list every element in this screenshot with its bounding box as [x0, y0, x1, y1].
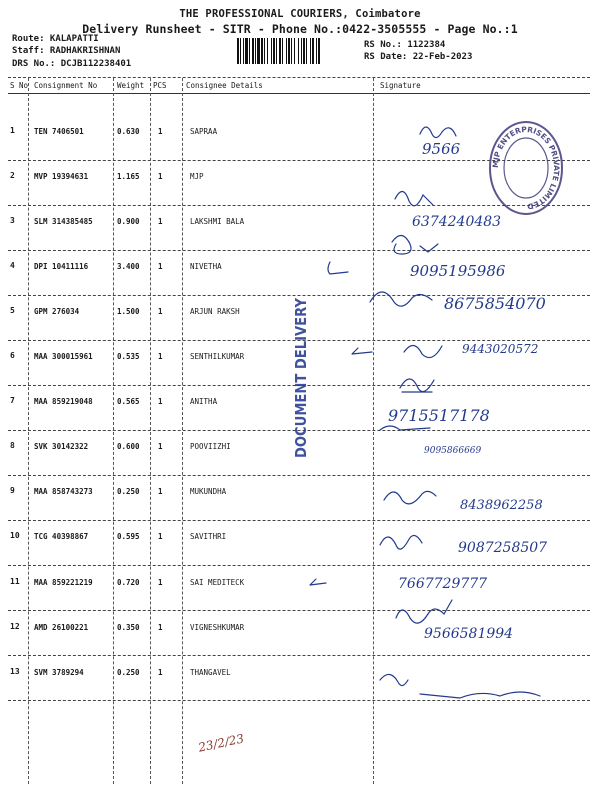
- col-header-sno: S No: [10, 81, 29, 90]
- row-sno: 11: [10, 577, 20, 586]
- signature-scribble: [370, 292, 432, 306]
- row-pcs: 1: [158, 127, 163, 136]
- row-consignment-no: SVM 3789294: [34, 668, 84, 677]
- row-weight: 0.900: [117, 217, 140, 226]
- handwritten-phone: 9715517178: [388, 406, 490, 425]
- route-label: Route: KALAPATTI: [12, 34, 99, 44]
- staff-label: Staff: RADHAKRISHNAN: [12, 46, 121, 56]
- row-consignment-no: MAA 859219048: [34, 397, 93, 406]
- row-sno: 10: [10, 531, 20, 540]
- row-consignee: MJP: [190, 172, 204, 181]
- row-consignment-no: MAA 859221219: [34, 578, 93, 587]
- row-sno: 12: [10, 622, 20, 631]
- row-weight: 0.250: [117, 487, 140, 496]
- row-consignee: POOVIIZHI: [190, 442, 231, 451]
- row-weight: 0.630: [117, 127, 140, 136]
- row-consignment-no: AMD 26100221: [34, 623, 89, 632]
- row-consignee: LAKSHMI BALA: [190, 217, 245, 226]
- row-consignee: SENTHILKUMAR: [190, 352, 245, 361]
- handwritten-phone: 9443020572: [462, 342, 539, 356]
- row-pcs: 1: [158, 442, 163, 451]
- company-seal: [486, 118, 564, 218]
- signature-scribble: [392, 235, 438, 254]
- row-consignment-no: MAA 300015961: [34, 352, 93, 361]
- col-header-signature: Signature: [380, 81, 421, 90]
- row-consignment-no: DPI 10411116: [34, 262, 89, 271]
- signature-scribble: [404, 345, 442, 357]
- drs-number: DRS No.: DCJB112238401: [12, 59, 132, 69]
- row-tick-mark: [352, 348, 372, 354]
- rs-number: RS No.: 1122384: [364, 40, 446, 50]
- rs-date: RS Date: 22-Feb-2023: [364, 52, 473, 62]
- row-consignment-no: TCG 40398867: [34, 532, 89, 541]
- handwritten-phone: 8438962258: [460, 498, 543, 513]
- company-seal-text: MJP ENTERPRISES PRIVATE LIMITED: [490, 124, 562, 212]
- row-consignee: ANITHA: [190, 397, 218, 406]
- row-weight: 0.565: [117, 397, 140, 406]
- row-consignment-no: MVP 19394631: [34, 172, 89, 181]
- row-weight: 0.250: [117, 668, 140, 677]
- row-sno: 7: [10, 396, 15, 405]
- row-sno: 3: [10, 216, 15, 225]
- row-pcs: 1: [158, 307, 163, 316]
- row-pcs: 1: [158, 578, 163, 587]
- signature-scribble: [396, 600, 452, 623]
- row-pcs: 1: [158, 532, 163, 541]
- signature-scribble: [395, 191, 433, 205]
- signature-scribble: [420, 127, 456, 138]
- row-consignee: MUKUNDHA: [190, 487, 227, 496]
- row-consignee: NIVETHA: [190, 262, 222, 271]
- col-header-pcs: PCS: [153, 81, 167, 90]
- row-consignment-no: SLM 314385485: [34, 217, 93, 226]
- handwritten-phone: 6374240483: [412, 214, 502, 230]
- handwritten-phone: 9095195986: [410, 262, 506, 280]
- row-consignee: VIGNESHKUMAR: [190, 623, 245, 632]
- row-pcs: 1: [158, 262, 163, 271]
- row-weight: 3.400: [117, 262, 140, 271]
- document-delivery-stamp-text: DOCUMENT DELIVERY: [292, 292, 310, 458]
- row-pcs: 1: [158, 217, 163, 226]
- row-sno: 4: [10, 261, 15, 270]
- row-consignment-no: TEN 7406501: [34, 127, 84, 136]
- col-header-consignment: Consignment No: [34, 81, 98, 90]
- row-sno: 1: [10, 126, 15, 135]
- handwritten-date: 23/2/23: [197, 731, 246, 755]
- row-weight: 0.350: [117, 623, 140, 632]
- handwritten-phone: 9095866669: [424, 446, 482, 456]
- row-consignee: SAI MEDITECK: [190, 578, 245, 587]
- handwritten-phone: 9566581994: [424, 626, 514, 642]
- row-tick-mark: [328, 262, 348, 274]
- row-pcs: 1: [158, 172, 163, 181]
- row-consignee: ARJUN RAKSH: [190, 307, 240, 316]
- row-weight: 1.500: [117, 307, 140, 316]
- row-consignee: THANGAVEL: [190, 668, 231, 677]
- document-delivery-stamp: [278, 292, 318, 462]
- row-weight: 0.535: [117, 352, 140, 361]
- signature-scribble: [380, 426, 430, 430]
- row-pcs: 1: [158, 487, 163, 496]
- row-sno: 13: [10, 667, 20, 676]
- row-consignee: SAVITHRI: [190, 532, 227, 541]
- row-weight: 1.165: [117, 172, 140, 181]
- row-consignee: SAPRAA: [190, 127, 218, 136]
- handwritten-phone: 9087258507: [458, 540, 548, 556]
- row-tick-mark: [310, 579, 326, 585]
- row-weight: 0.600: [117, 442, 140, 451]
- row-sno: 6: [10, 351, 15, 360]
- col-header-weight: Weight: [117, 81, 145, 90]
- signature-scribble: [380, 674, 408, 685]
- company-title: THE PROFESSIONAL COURIERS, Coimbatore: [179, 8, 421, 20]
- handwritten-phone: 8675854070: [444, 294, 546, 313]
- row-pcs: 1: [158, 668, 163, 677]
- row-sno: 9: [10, 486, 15, 495]
- col-header-consignee: Consignee Details: [186, 81, 263, 90]
- row-consignment-no: MAA 858743273: [34, 487, 93, 496]
- row-consignment-no: GPM 276034: [34, 307, 80, 316]
- row-pcs: 1: [158, 352, 163, 361]
- row-sno: 2: [10, 171, 15, 180]
- row-sno: 5: [10, 306, 15, 315]
- row-consignment-no: SVK 30142322: [34, 442, 89, 451]
- signature-scribble: [380, 535, 422, 549]
- handwritten-phone: 9566: [422, 140, 461, 158]
- signature-scribble: [400, 379, 434, 392]
- handwritten-phone: 7667729777: [398, 576, 488, 592]
- row-pcs: 1: [158, 623, 163, 632]
- row-pcs: 1: [158, 397, 163, 406]
- signature-scribble: [384, 491, 436, 503]
- runsheet-title: Delivery Runsheet - SITR - Phone No.:0422-3505555 - Page No.:1: [82, 22, 518, 36]
- row-sno: 8: [10, 441, 15, 450]
- signature-scribble: [420, 692, 540, 698]
- row-weight: 0.720: [117, 578, 140, 587]
- row-weight: 0.595: [117, 532, 140, 541]
